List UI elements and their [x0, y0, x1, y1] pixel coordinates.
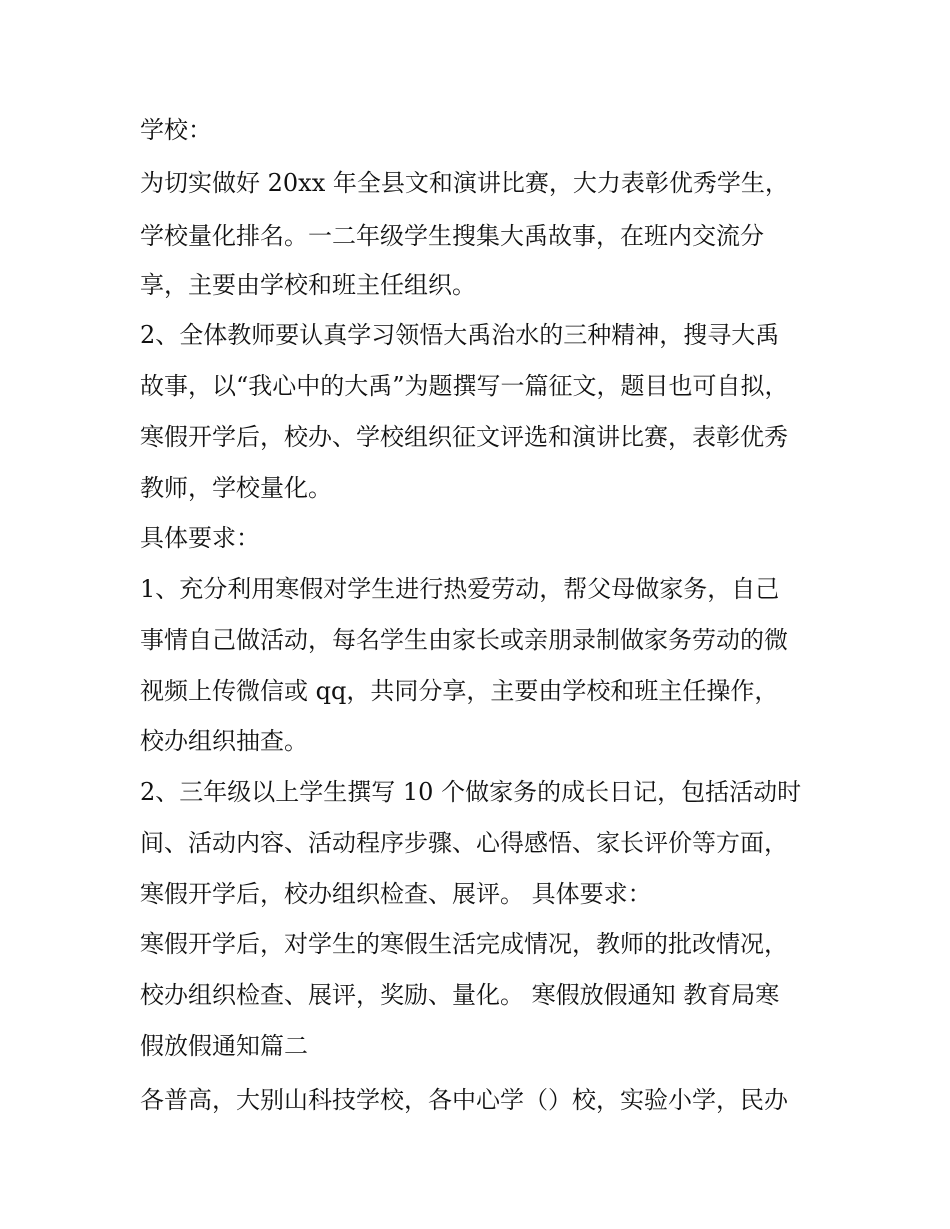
text-line: 故事，以“我心中的大禹”为题撰写一篇征文，题目也可自拟， [140, 372, 789, 400]
text-line: 事情自己做活动，每名学生由家长或亲朋录制做家务劳动的微 [140, 626, 788, 654]
section-heading: 具体要求： [140, 524, 260, 552]
text-line: 寒假开学后，校办组织检查、展评。 具体要求： [140, 880, 652, 908]
text-line: 教师，学校量化。 [140, 474, 332, 502]
text-line: 2、全体教师要认真学习领悟大禹治水的三种精神，搜寻大禹 [140, 321, 780, 349]
text-line: 2、三年级以上学生撰写 10 个做家务的成长日记，包括活动时 [140, 778, 802, 806]
text-line: 学校： [140, 116, 212, 144]
text-line: 各普高，大别山科技学校，各中心学（）校，实验小学，民办 [140, 1086, 788, 1114]
text-line: 为切实做好 20xx 年全县文和演讲比赛，大力表彰优秀学生， [140, 169, 789, 197]
text-line: 校办组织检查、展评，奖励、量化。 寒假放假通知 教育局寒 [140, 981, 780, 1009]
text-line: 间、活动内容、活动程序步骤、心得感悟、家长评价等方面， [140, 829, 788, 857]
text-line: 学校量化排名。一二年级学生搜集大禹故事，在班内交流分 [140, 222, 764, 250]
text-line: 1、充分利用寒假对学生进行热爱劳动，帮父母做家务，自己 [140, 575, 780, 603]
text-line: 假放假通知篇二 [140, 1032, 308, 1060]
text-line: 寒假开学后，校办、学校组织征文评选和演讲比赛，表彰优秀 [140, 423, 788, 451]
text-line: 校办组织抽查。 [140, 727, 308, 755]
text-line: 享，主要由学校和班主任组织。 [140, 271, 476, 299]
text-line: 寒假开学后，对学生的寒假生活完成情况，教师的批改情况， [140, 930, 788, 958]
text-line: 视频上传微信或 qq，共同分享，主要由学校和班主任操作， [140, 677, 779, 705]
